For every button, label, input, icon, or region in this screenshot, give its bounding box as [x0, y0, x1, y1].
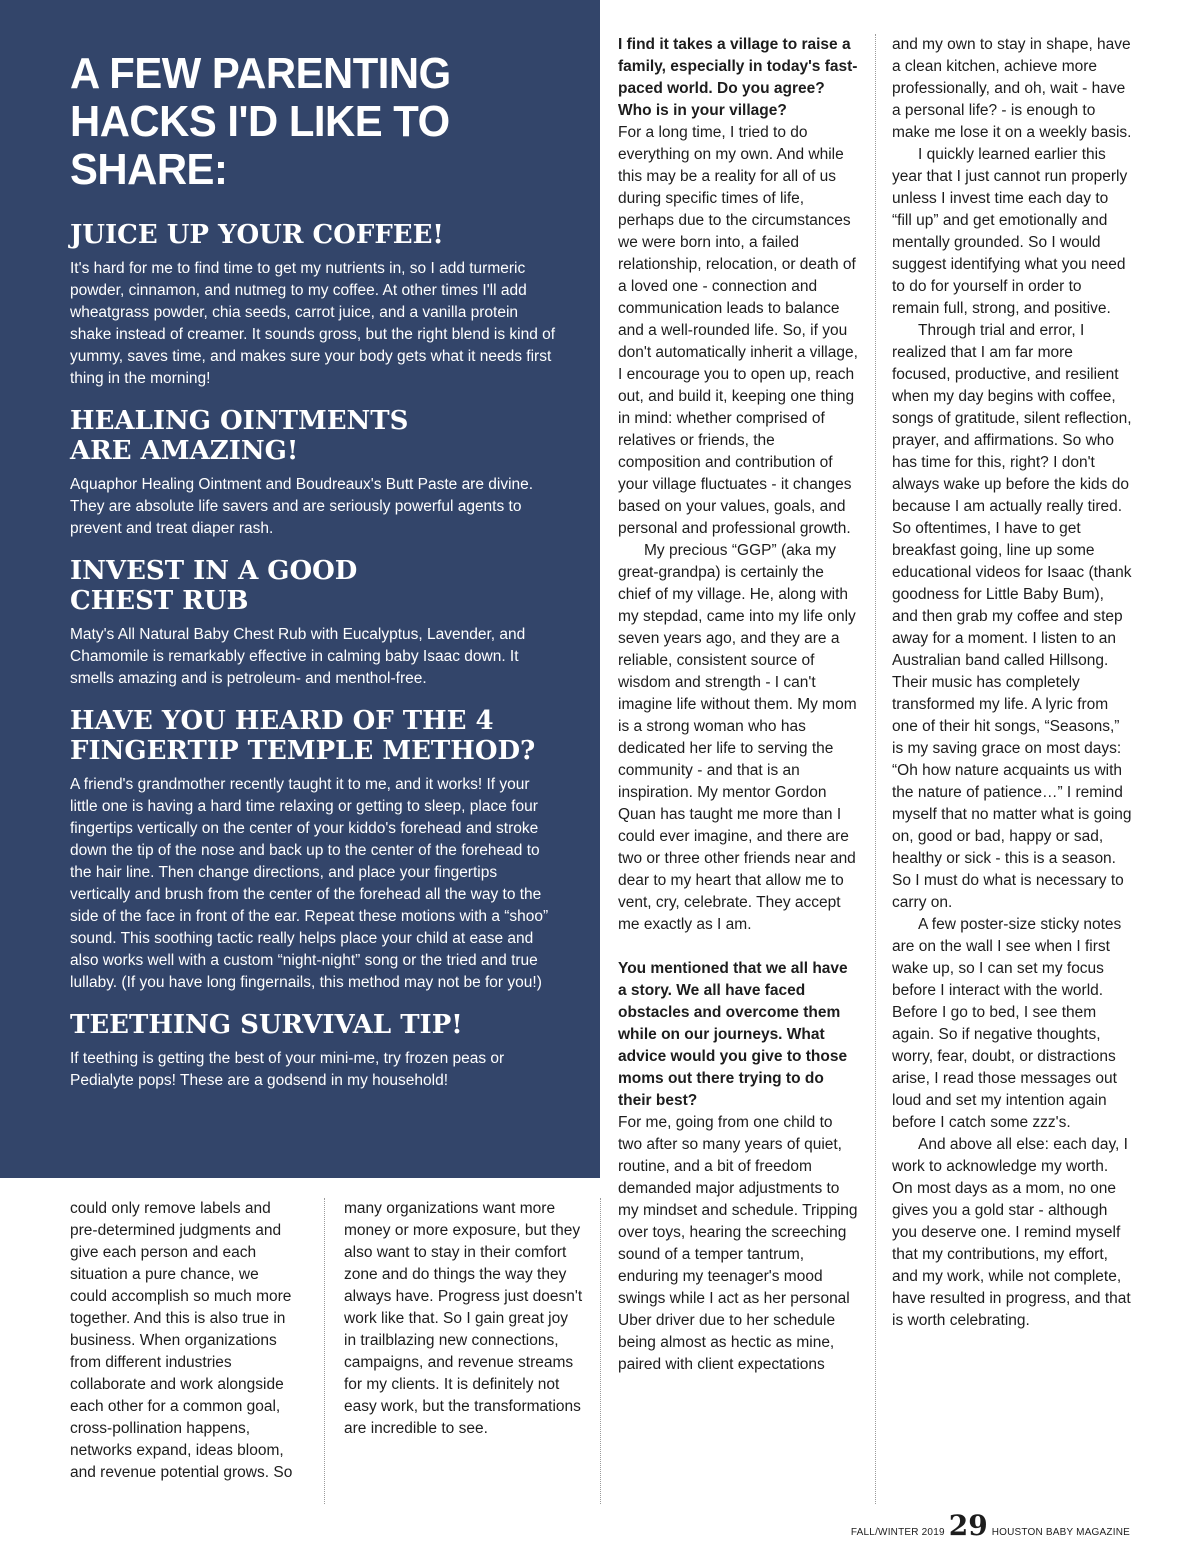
article-column-4 [344, 1198, 584, 1440]
paragraph: could only remove labels and pre-determined judgments and give each person and each situation a pure chance, we could accomplish so much more together. And this is also true in business. When organizations from different industries collaborate and work alongside each other for a common goal, cross-pollination happens, networks expand, ideas bloom, and revenue potential grows. So [70, 1200, 293, 1481]
hack-title: HEALING OINTMENTS ARE AMAZING! [70, 406, 409, 466]
parenting-hacks-panel [0, 0, 600, 1178]
paragraph: A few poster-size sticky notes are on the wall I see when I first wake up, so I can set my focus before I interact with the world. Before I go to bed, I see them again. So if negative thoughts, worry, fear, doubt, or distractions arise, I read those messages out loud and set my intention again before I catch some zzz's. [892, 916, 1122, 1131]
hack-title: JUICE UP YOUR COFFEE! [70, 220, 444, 250]
hack-body: Maty's All Natural Baby Chest Rub with Eucalyptus, Lavender, and Chamomile is remarkably effective in calming baby Isaac down. It smells amazing and is petroleum- and menthol-free. [70, 626, 526, 687]
hack-title: INVEST IN A GOOD CHEST RUB [70, 556, 358, 616]
parenting-hacks-title: A FEW PARENTING HACKS I'D LIKE TO SHARE: [70, 49, 451, 194]
page-number: 29 [948, 1509, 988, 1542]
article-column-2 [892, 34, 1132, 1332]
hack-body: Aquaphor Healing Ointment and Boudreaux's Butt Paste are divine. They are absolute life savers and are seriously powerful agents to prevent and treat diaper rash. [70, 476, 534, 537]
paragraph: and my own to stay in shape, have a clean kitchen, achieve more professionally, and oh, wait - have a personal life? - is enough to make me lose it on a weekly basis. [892, 36, 1132, 141]
interview-answer: For a long time, I tried to do everything on my own. And while this may be a reality for all of us during specific times of life, perhaps due to the circumstances we were born into, a failed relationship, relocation, or death of a loved one - connection and communication leads to balance and a well-rounded life. So, if you don't automatically inherit a village, I encourage you to open up, reach out, and build it, keeping one thing in mind: whether comprised of relatives or friends, the composition and contribution of your village fluctuates - it changes based on your values, goals, and personal and professional growth. [618, 124, 858, 537]
hack-chest-rub [70, 556, 560, 690]
column-divider [875, 34, 876, 1504]
interview-answer: For me, going from one child to two after so many years of quiet, routine, and a bit of freedom demanded major adjustments to my mindset and schedule. Tripping over toys, hearing the screeching sound of a temper tantrum, enduring my teenager's mood swings while I act as her personal Uber driver due to her schedule being almost as hectic as mine, paired with client expectations [618, 1114, 858, 1373]
hack-coffee [70, 220, 560, 390]
hack-ointments [70, 406, 560, 540]
paragraph: many organizations want more money or more exposure, but they also want to stay in their comfort zone and do things the way they always have. Progress just doesn't work like that. So I gain great joy in trailblazing new connections, campaigns, and revenue streams for my clients. It is definitely not easy work, but the transformations are incredible to see. [344, 1200, 583, 1437]
hack-title: HAVE YOU HEARD OF THE 4 FINGERTIP TEMPLE METHOD? [70, 706, 536, 766]
hack-title: TEETHING SURVIVAL TIP! [70, 1010, 463, 1040]
paragraph: Through trial and error, I realized that I am far more focused, productive, and resilient when my day begins with coffee, songs of gratitude, silent reflection, prayer, and affirmations. So who has time for this, right? I don't always wake up before the kids do because I am actually really tired. So oftentimes, I have to get breakfast going, line up some educational videos for Isaac (thank goodness for Little Baby Bum), and then grab my coffee and step away for a moment. I listen to an Australian band called Hillsong. Their music has completely transformed my life. A lyric from one of their hit songs, “Seasons,” is my saving grace on most days: “Oh how nature acquaints us with the nature of patience…” I remind myself that no matter what is going on, good or bad, happy or sad, healthy or sick - this is a season. So I must do what is necessary to carry on. [892, 322, 1132, 911]
hack-teething [70, 1010, 560, 1092]
hack-body: It's hard for me to find time to get my nutrients in, so I add turmeric powder, cinnamon, and nutmeg to my coffee. At other times I'll add wheatgrass powder, chia seeds, carrot juice, and a vanilla protein shake instead of creamer. It sounds gross, but the right blend is kind of yummy, saves time, and makes sure your body gets what it needs first thing in the morning! [70, 260, 556, 387]
paragraph: And above all else: each day, I work to acknowledge my worth. On most days as a mom, no one gives you a gold star - although you deserve one. I remind myself that my contributions, my effort, and my work, while not complete, have resulted in progress, and that is worth celebrating. [892, 1136, 1131, 1329]
hack-body: If teething is getting the best of your mini-me, try frozen peas or Pedialyte pops! These are a godsend in my household! [70, 1050, 505, 1089]
paragraph: I quickly learned earlier this year that I just cannot run properly unless I invest time each day to “fill up” and get emotionally and mentally grounded. So I would suggest identifying what you need to do for yourself in order to remain full, strong, and positive. [892, 146, 1128, 317]
column-divider [600, 1198, 601, 1504]
column-divider [324, 1198, 325, 1504]
article-column-3 [70, 1198, 300, 1484]
paragraph-gap [618, 936, 858, 958]
hack-body: A friend's grandmother recently taught it to me, and it works! If your little one is having a hard time relaxing or getting to sleep, place four fingertips vertically on the center of your kiddo's forehead and stroke down the tip of the nose and back up to the center of the forehead to the hair line. Then change directions, and place your fingertips vertically and brush from the center of the forehead all the way to the side of the face in front of the ear. Repeat these motions with a “shoo” sound. This soothing tactic really helps place your child at ease and also works well with a custom “night-night” song or the tried and true lullaby. (If you have long fingernails, this method may not be for you!) [70, 776, 549, 991]
parenting-hacks-content [70, 50, 560, 1092]
article-column-1 [618, 34, 858, 1376]
page-footer [850, 1509, 1130, 1542]
interview-question: I find it takes a village to raise a family, especially in today's fast-paced world. Do you agree? Who is in your village? [618, 36, 858, 119]
hack-fingertip-method [70, 706, 560, 994]
paragraph: My precious “GGP” (aka my great-grandpa) is certainly the chief of my village. He, along with my stepdad, came into my life only seven years ago, and they are a reliable, consistent source of wisdom and strength - I can't imagine life without them. My mom is a strong woman who has dedicated her life to serving the community - and that is an inspiration. My mentor Gordon Quan has taught me more than I could ever imagine, and there are two or three other friends near and dear to my heart that allow me to vent, cry, celebrate. They accept me exactly as I am. [618, 542, 857, 933]
magazine-name: HOUSTON BABY MAGAZINE [991, 1527, 1130, 1538]
issue-label: FALL/WINTER 2019 [850, 1527, 945, 1538]
interview-question: You mentioned that we all have a story. We all have faced obstacles and overcome them while on our journeys. What advice would you give to those moms out there trying to do their best? [618, 960, 848, 1109]
